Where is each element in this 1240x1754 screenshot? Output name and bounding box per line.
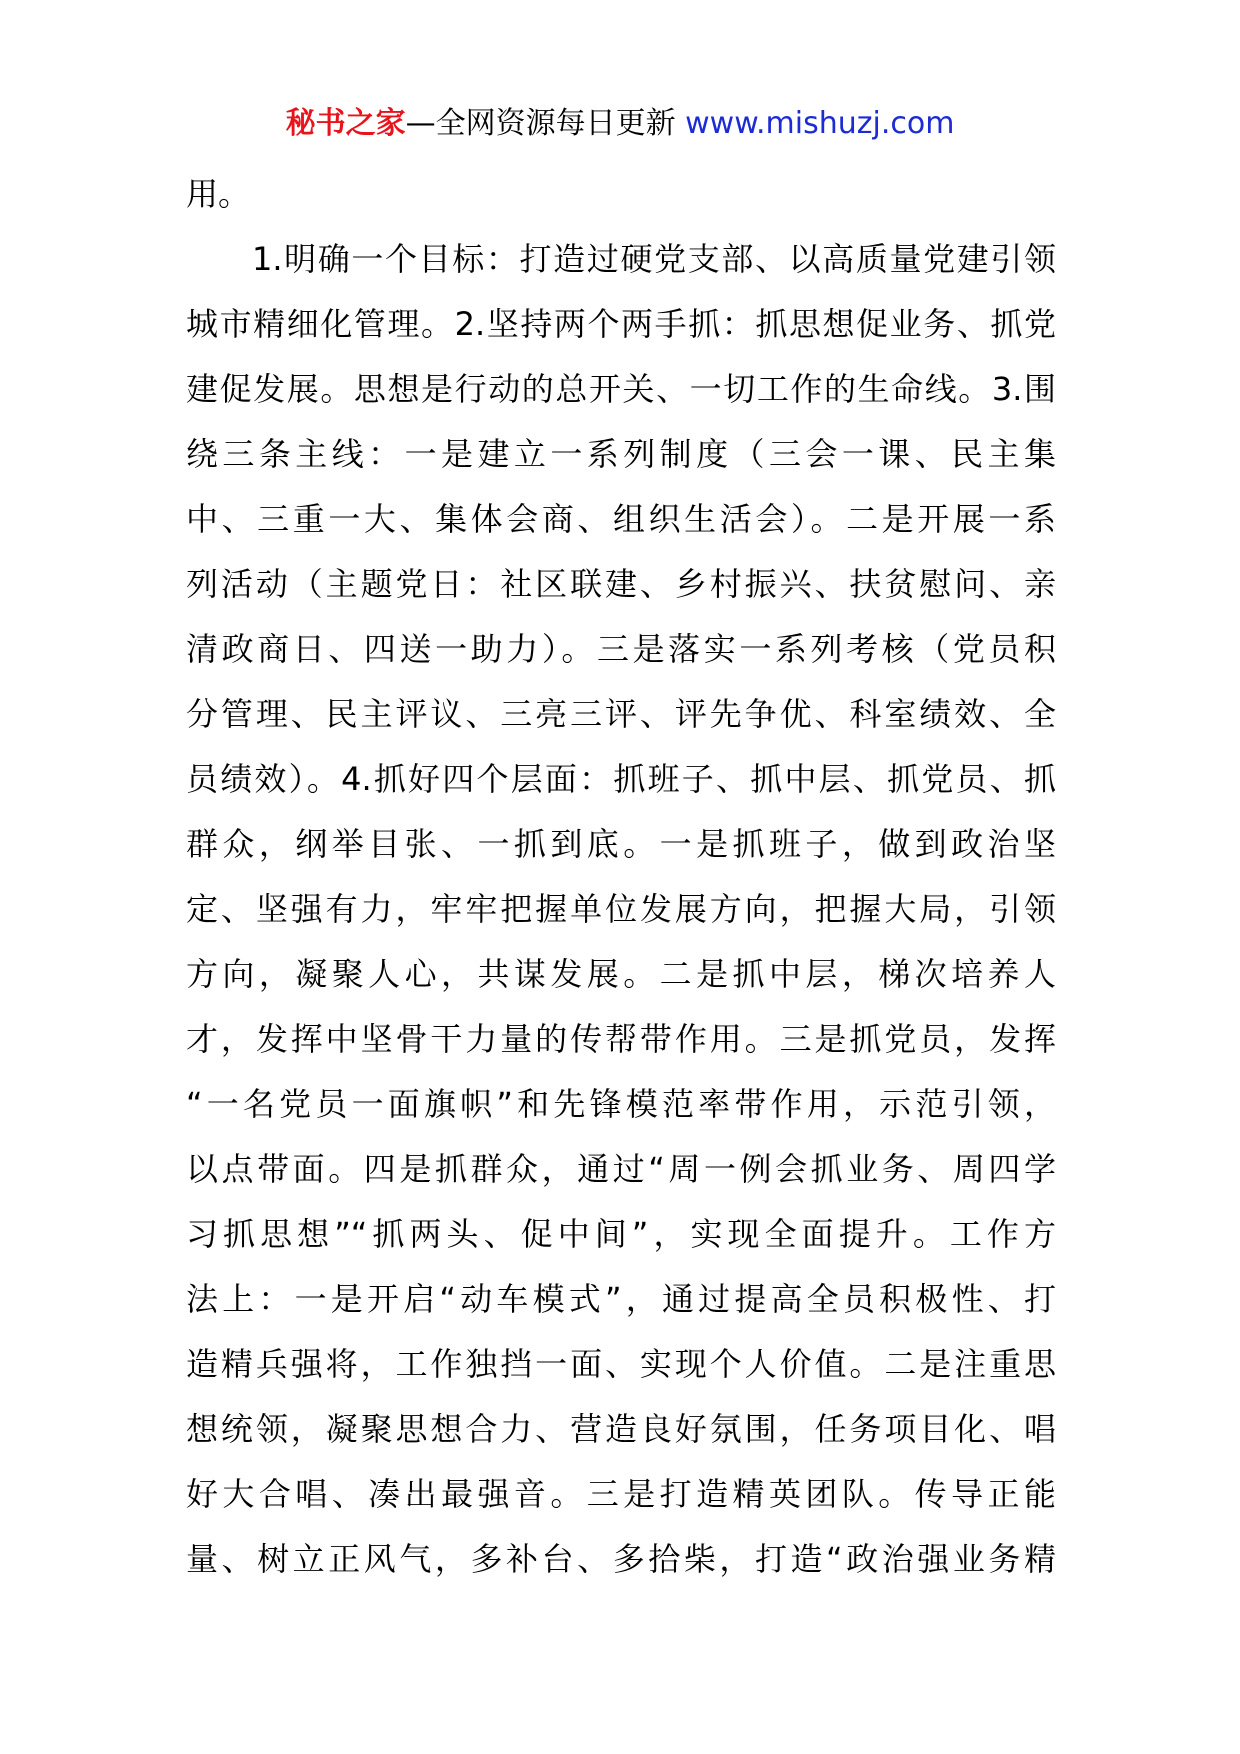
text-line: 想统领，凝聚思想合力、营造良好氛围，任务项目化、唱 — [186, 1410, 1056, 1448]
text-line: “一名党员一面旗帜”和先锋模范率带作用，示范引领， — [186, 1085, 1056, 1123]
text-line: 分管理、民主评议、三亮三评、评先争优、科室绩效、全 — [186, 695, 1056, 733]
text-line: 方向，凝聚人心，共谋发展。二是抓中层，梯次培养人 — [186, 955, 1056, 993]
text-line: 好大合唱、凑出最强音。三是打造精英团队。传导正能 — [186, 1475, 1056, 1513]
document-body — [186, 162, 1056, 1592]
text-line: 才，发挥中坚骨干力量的传帮带作用。三是抓党员，发挥 — [186, 1020, 1056, 1058]
header-tagline: —全网资源每日更新 — [405, 106, 676, 141]
site-header — [0, 100, 1240, 148]
text-line: 列活动（主题党日：社区联建、乡村振兴、扶贫慰问、亲 — [186, 565, 1056, 603]
text-line: 1.明确一个目标：打造过硬党支部、以高质量党建引领 — [252, 240, 1056, 278]
text-line: 清政商日、四送一助力）。三是落实一系列考核（党员积 — [186, 630, 1056, 668]
text-line: 绕三条主线：一是建立一系列制度（三会一课、民主集 — [186, 435, 1056, 473]
site-url-link[interactable]: www.mishuzj.com — [685, 106, 955, 141]
text-line: 员绩效）。4.抓好四个层面：抓班子、抓中层、抓党员、抓 — [186, 760, 1056, 798]
text-line: 定、坚强有力，牢牢把握单位发展方向，把握大局，引领 — [186, 890, 1056, 928]
text-line: 用。 — [186, 175, 251, 213]
text-line: 群众，纲举目张、一抓到底。一是抓班子，做到政治坚 — [186, 825, 1056, 863]
text-line: 法上：一是开启“动车模式”，通过提高全员积极性、打 — [186, 1280, 1056, 1318]
text-line: 习抓思想”“抓两头、促中间”，实现全面提升。工作方 — [186, 1215, 1056, 1253]
text-line: 量、树立正风气，多补台、多拾柴，打造“政治强业务精 — [186, 1540, 1056, 1578]
text-line: 中、三重一大、集体会商、组织生活会）。二是开展一系 — [186, 500, 1056, 538]
text-line: 建促发展。思想是行动的总开关、一切工作的生命线。3.围 — [186, 370, 1056, 408]
text-line: 造精兵强将，工作独挡一面、实现个人价值。二是注重思 — [186, 1345, 1056, 1383]
text-line: 城市精细化管理。2.坚持两个两手抓：抓思想促业务、抓党 — [186, 305, 1056, 343]
text-line: 以点带面。四是抓群众，通过“周一例会抓业务、周四学 — [186, 1150, 1056, 1188]
brand-name: 秘书之家 — [285, 106, 406, 141]
